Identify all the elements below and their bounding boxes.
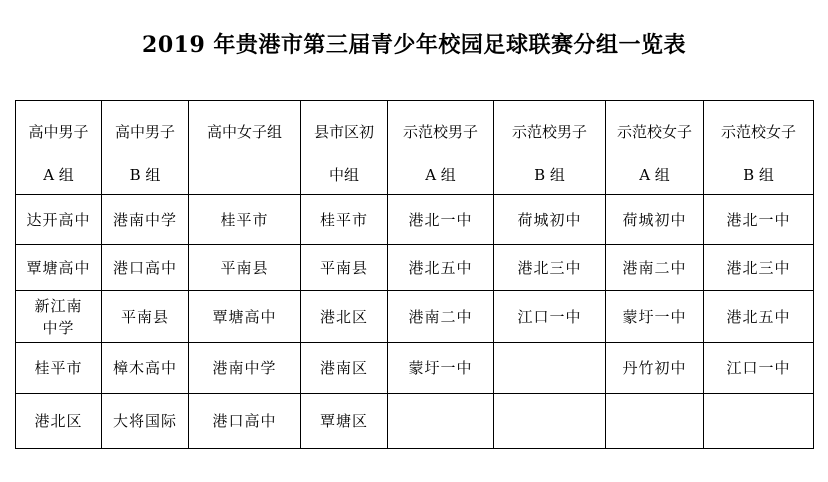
table-cell: 桂平市 (301, 195, 388, 245)
table-cell: 港北三中 (494, 245, 606, 291)
table-cell: 港北一中 (388, 195, 494, 245)
table-cell: 港南中学 (102, 195, 189, 245)
header-cell: 示范校女子 B 组 (704, 101, 814, 195)
table-row (16, 343, 814, 394)
table-cell: 江口一中 (704, 343, 814, 394)
table-cell: 港北一中 (704, 195, 814, 245)
table-row (16, 394, 814, 449)
table-cell: 江口一中 (494, 291, 606, 343)
page-title: 2019 年贵港市第三届青少年校园足球联赛分组一览表 (142, 32, 686, 58)
table-cell: 平南县 (102, 291, 189, 343)
table-cell: 覃塘高中 (189, 291, 301, 343)
table-cell: 荷城初中 (494, 195, 606, 245)
table-cell: 丹竹初中 (606, 343, 704, 394)
table-cell: 港口高中 (102, 245, 189, 291)
header-cell: 示范校男子 B 组 (494, 101, 606, 195)
table-cell (494, 343, 606, 394)
table-cell: 荷城初中 (606, 195, 704, 245)
table-cell (388, 394, 494, 449)
table-cell: 达开高中 (16, 195, 102, 245)
header-cell: 高中男子 B 组 (102, 101, 189, 195)
table-cell: 港北区 (16, 394, 102, 449)
table-cell: 覃塘区 (301, 394, 388, 449)
table-cell (606, 394, 704, 449)
table-cell: 平南县 (189, 245, 301, 291)
table-cell: 港口高中 (189, 394, 301, 449)
table-cell: 樟木高中 (102, 343, 189, 394)
header-cell: 示范校男子 A 组 (388, 101, 494, 195)
header-cell: 县市区初 中组 (301, 101, 388, 195)
table-cell: 桂平市 (16, 343, 102, 394)
table-cell (494, 394, 606, 449)
table-cell: 蒙圩一中 (606, 291, 704, 343)
table-row (16, 195, 814, 245)
header-row (16, 101, 814, 195)
table-cell: 港南区 (301, 343, 388, 394)
table-cell (704, 394, 814, 449)
table-row (16, 245, 814, 291)
group-table (15, 100, 814, 449)
header-cell: 高中男子 A 组 (16, 101, 102, 195)
table-row (16, 291, 814, 343)
table-cell: 港南二中 (388, 291, 494, 343)
table-cell: 港北五中 (704, 291, 814, 343)
header-cell: 示范校女子 A 组 (606, 101, 704, 195)
table-cell: 大将国际 (102, 394, 189, 449)
table-cell: 覃塘高中 (16, 245, 102, 291)
table-cell: 港南中学 (189, 343, 301, 394)
table-cell: 新江南中学 (16, 291, 102, 343)
header-cell: 高中女子组 (189, 101, 301, 195)
table-cell: 蒙圩一中 (388, 343, 494, 394)
table-cell: 港北三中 (704, 245, 814, 291)
table-cell: 平南县 (301, 245, 388, 291)
table-cell: 桂平市 (189, 195, 301, 245)
table-cell: 港南二中 (606, 245, 704, 291)
table-cell: 港北区 (301, 291, 388, 343)
table-cell: 港北五中 (388, 245, 494, 291)
